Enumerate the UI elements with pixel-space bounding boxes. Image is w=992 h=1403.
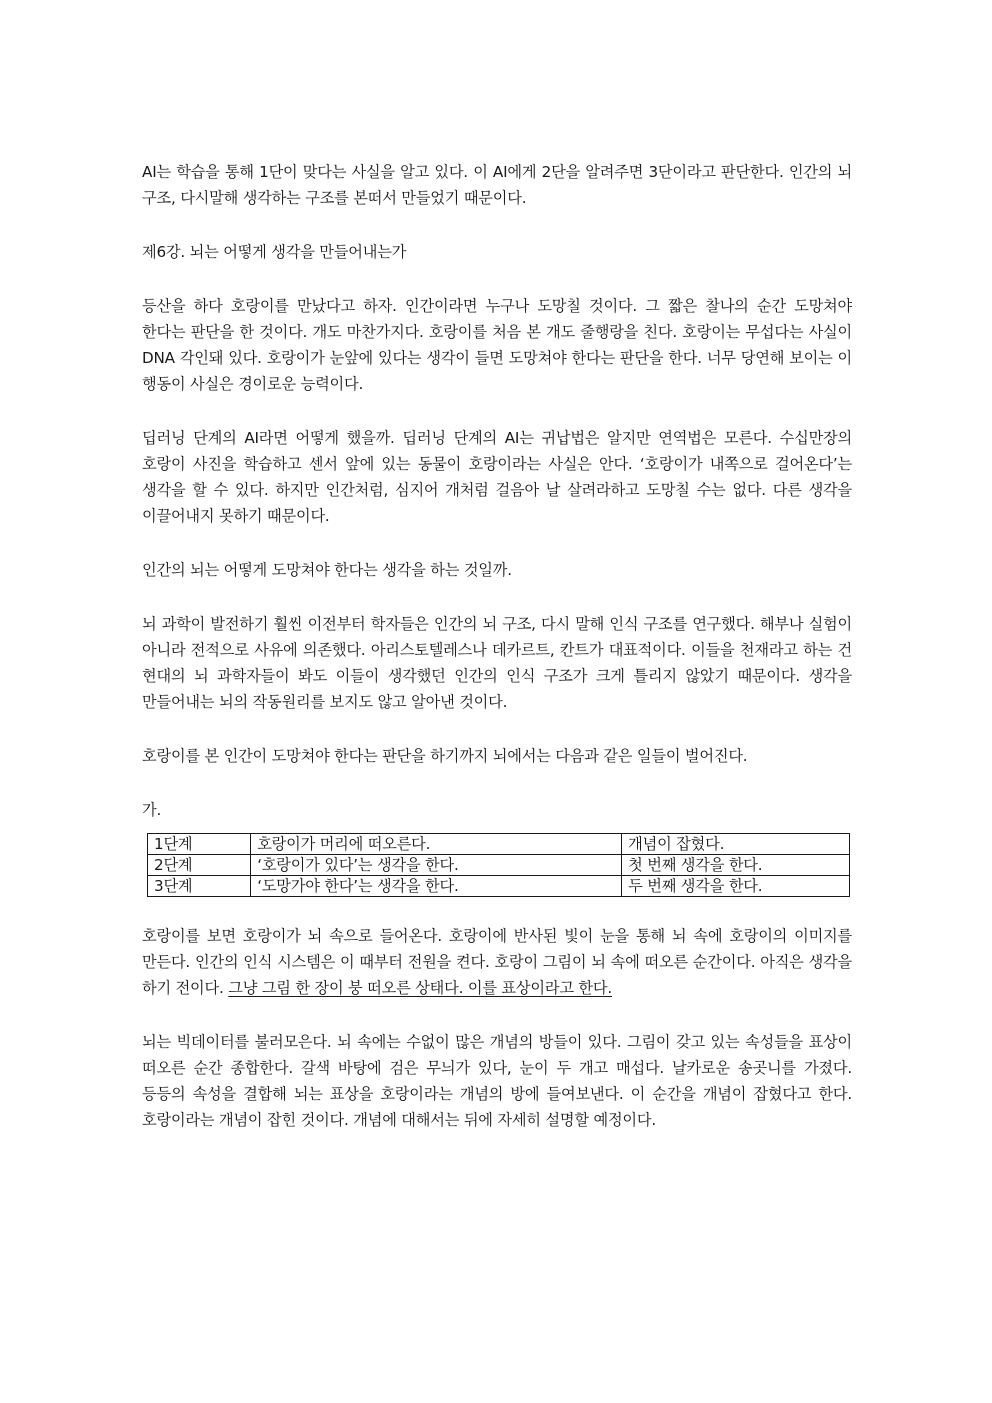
representation-text: 호랑이를 보면 호랑이가 뇌 속으로 들어온다. 호랑이에 반사된 빛이 눈을 통해 뇌 속에 호랑이의 이미지를 만든다. 인간의 인식 시스템은 이 때부터 전원을 켠다. 호랑이 그림이 뇌 속에 떠오른 순간이다. 아직은 생각을 하기 전이다. (142, 927, 852, 997)
step-cell: 1단계 (148, 834, 251, 855)
step-cell: 2단계 (148, 855, 251, 876)
event-cell: ‘호랑이가 있다’는 생각을 한다. (251, 855, 622, 876)
result-cell: 두 번째 생각을 한다. (622, 876, 850, 897)
event-cell: 호랑이가 머리에 떠오른다. (251, 834, 622, 855)
paragraph-deep-learning: 딥러닝 단계의 AI라면 어떻게 했을까. 딥러닝 단계의 AI는 귀납법은 알지만 연역법은 모른다. 수십만장의 호랑이 사진을 학습하고 센서 앞에 있는 동물이 호랑이라는 사실은 안다. ‘호랑이가 내쪽으로 걸어온다’는 생각을 할 수 있다. 하지만 인간처럼, 심지어 개처럼 걸음아 날 살려라하고 도망칠 수는 없다. 다른 생각을 이끌어내지 못하기 때문이다. (142, 429, 852, 525)
lecture-heading: 제6강. 뇌는 어떻게 생각을 만들어내는가 (142, 243, 407, 261)
paragraph-ai-learning: AI는 학습을 통해 1단이 맞다는 사실을 알고 있다. 이 AI에게 2단을 알려주면 3단이라고 판단한다. 인간의 뇌 구조, 다시말해 생각하는 구조를 본떠서 만들었기 때문이다. (142, 163, 852, 207)
table-row (148, 876, 850, 897)
paragraph-question: 인간의 뇌는 어떻게 도망쳐야 한다는 생각을 하는 것일까. (142, 561, 512, 579)
list-label: 가. (142, 801, 162, 819)
table-row (148, 834, 850, 855)
result-cell: 개념이 잡혔다. (622, 834, 850, 855)
paragraph-big-data: 뇌는 빅데이터를 불러모은다. 뇌 속에는 수없이 많은 개념의 방들이 있다. 그림이 갖고 있는 속성들을 표상이 떠오른 순간 종합한다. 갈색 바탕에 검은 무늬가 있다, 눈이 두 개고 매섭다. 날카로운 송곳니를 가졌다. 등등의 속성을 결합해 뇌는 표상을 호랑이라는 개념의 방에 들여보낸다. 이 순간을 개념이 잡혔다고 한다. 호랑이라는 개념이 잡힌 것이다. 개념에 대해서는 뒤에 자세히 설명할 예정이다. (142, 1033, 852, 1129)
event-cell: ‘도망가야 한다’는 생각을 한다. (251, 876, 622, 897)
representation-underlined-text: 그냥 그림 한 장이 붕 떠오른 상태다. 이를 표상이라고 한다. (228, 979, 612, 997)
table-row (148, 855, 850, 876)
document-page (142, 159, 852, 1161)
paragraph-tiger-encounter: 등산을 하다 호랑이를 만났다고 하자. 인간이라면 누구나 도망칠 것이다. 그 짧은 찰나의 순간 도망쳐야 한다는 판단을 한 것이다. 개도 마찬가지다. 호랑이를 처음 본 개도 줄행랑을 친다. 호랑이는 무섭다는 사실이 DNA 각인돼 있다. 호랑이가 눈앞에 있다는 생각이 들면 도망쳐야 한다는 판단을 한다. 너무 당연해 보이는 이 행동이 사실은 경이로운 능력이다. (142, 297, 852, 393)
step-cell: 3단계 (148, 876, 251, 897)
paragraph-brain-events: 호랑이를 본 인간이 도망쳐야 한다는 판단을 하기까지 뇌에서는 다음과 같은 일들이 벌어진다. (142, 747, 748, 765)
paragraph-brain-science: 뇌 과학이 발전하기 훨씬 이전부터 학자들은 인간의 뇌 구조, 다시 말해 인식 구조를 연구했다. 해부나 실험이 아니라 전적으로 사유에 의존했다. 아리스토텔레스나 데카르트, 칸트가 대표적이다. 이들을 천재라고 하는 건 현대의 뇌 과학자들이 봐도 이들이 생각했던 인간의 인식 구조가 크게 틀리지 않았기 때문이다. 생각을 만들어내는 뇌의 작동원리를 보지도 않고 알아낸 것이다. (142, 615, 852, 711)
paragraph-representation (142, 923, 852, 1001)
result-cell: 첫 번째 생각을 한다. (622, 855, 850, 876)
steps-table (147, 833, 850, 897)
